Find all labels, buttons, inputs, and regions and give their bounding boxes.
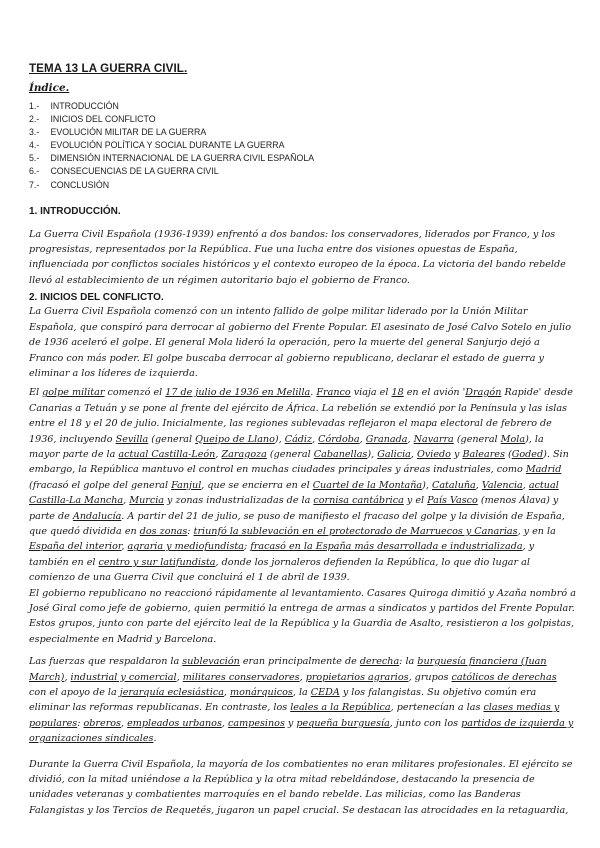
inicios-paragraph-2: El golpe militar comenzó el 17 de julio de 1936 en Melilla. Franco viaja el 18 en el avión 'Dragón Rapide' desde Canarias a Tetuán y se pone al frente del ejército de África. La rebelión se extendió por la Península y las islas entre el 18 y el 20 de julio. Inicialmente, las regiones sublevadas reflejaron el mapa electoral de febrero de 1936, incluyendo Sevilla (general Queipo de Llano), Cádiz, Córdoba, Granada, Navarra (general Mola), la mayor parte de la actual Castilla-León, Zaragoza (general Cabanellas), Galicia, Oviedo y Baleares (Goded). Sin embargo, la República mantuvo el control en muchas ciudades principales y áreas industriales, como Madrid (fracasó el golpe del general Fanjul, que se encierra en el Cuartel de la Montaña), Cataluña, Valencia, actual Castilla-La Mancha, Murcia y zonas industrializadas de la cornisa cantábrica y el País Vasco (menos Álava) y parte de Andalucía. A partir del 21 de julio, se puso de manifiesto el fracaso del golpe y la división de España, que quedó dividida en dos zonas: triunfó la sublevación en el protectorado de Marruecos y Canarias, y en la España del interior, agraria y mediofundista; fracasó en la España más desarrollada e industrializada, y también en el centro y sur latifundista, donde los jornaleros defienden la República, lo que dio lugar al comienzo de una Guerra Civil que concluirá el 1 de abril de 1939.: [29, 387, 573, 584]
intro-paragraph: La Guerra Civil Española (1936-1939) enfrentó a dos bandos: los conservadores, liderados por Franco, y los progresistas, representados por la República. Fue una lucha entre dos visiones opuestas de España, influenciada por conflictos sociales históricos y el contexto europeo de la época. La victoria del bando rebelde llevó al establecimiento de un régimen autoritario bajo el gobierno de Franco.: [29, 228, 566, 286]
underlined-term: Sevilla: [115, 433, 149, 445]
underlined-term: monárquicos: [230, 687, 293, 699]
underlined-term: derecha: [359, 656, 400, 668]
underlined-term: fracasó en la España más desarrollada e industrializada: [250, 541, 523, 553]
underlined-term: Valencia: [481, 479, 523, 491]
toc-item: 2.- INICIOS DEL CONFLICTO: [29, 114, 156, 125]
underlined-term: militares conservadores: [182, 671, 300, 683]
underlined-term: Navarra: [413, 433, 454, 445]
underlined-term: Goded: [511, 448, 544, 460]
underlined-term: Oviedo: [416, 448, 451, 460]
underlined-term: Murcia: [129, 495, 164, 507]
underlined-term: Cuartel de la Montaña: [312, 479, 423, 491]
underlined-term: agraria y mediofundista: [127, 541, 244, 553]
underlined-term: triunfó la sublevación en el protectorado de Marruecos y Canarias: [193, 525, 518, 537]
underlined-term: pequeña burguesía: [296, 717, 390, 729]
underlined-term: Franco: [316, 387, 351, 399]
underlined-term: Zaragoza: [221, 448, 267, 460]
underlined-term: Andalucía: [72, 510, 122, 522]
underlined-term: España del interior: [29, 541, 122, 553]
underlined-term: Fanjul: [171, 479, 202, 491]
underlined-term: Córdoba: [318, 433, 360, 445]
underlined-term: Cabanellas: [313, 448, 368, 460]
underlined-term: campesinos: [227, 717, 285, 729]
underlined-term: industrial y comercial: [70, 671, 177, 683]
underlined-term: partidos de izquierda y organizaciones sindicales: [29, 717, 574, 745]
underlined-term: Dragón: [465, 387, 502, 399]
underlined-term: católicos de derechas: [451, 671, 557, 683]
underlined-term: clases medias y populares: [29, 702, 560, 729]
underlined-term: País Vasco: [427, 495, 478, 507]
underlined-term: actual Castilla-La Mancha: [29, 479, 559, 507]
underlined-term: Cádiz: [284, 433, 313, 445]
toc-item: 1.- INTRODUCCIÓN: [29, 101, 119, 111]
document-page: [29, 62, 576, 818]
underlined-term: CEDA: [310, 687, 340, 699]
table-of-contents: [29, 100, 576, 192]
toc-item: 3.- EVOLUCIÓN MILITAR DE LA GUERRA: [29, 127, 207, 138]
underlined-term: cornisa cantábrica: [313, 495, 404, 507]
section-heading-introduccion: 1. INTRODUCCIÓN.: [29, 205, 121, 217]
toc-item: 4.- EVOLUCIÓN POLÍTICA Y SOCIAL DURANTE LA GUERRA: [29, 140, 285, 151]
document-title: TEMA 13 LA GUERRA CIVIL.: [29, 62, 188, 75]
inicios-paragraph-4: Las fuerzas que respaldaron la sublevación eran principalmente de derecha: la burguesía financiera (Juan March), industrial y comercial, militares conservadores, propietarios agrarios, grupos católicos de derechas con el apoyo de la jerarquía eclesiástica, monárquicos, la CEDA y los falangistas. Su objetivo común era eliminar las reformas republicanas. En contraste, los leales a la República, pertenecían a las clases medias y populares: obreros, empleados urbanos, campesinos y pequeña burguesía, junto con los partidos de izquierda y organizaciones sindicales.: [29, 656, 574, 745]
underlined-term: Granada: [365, 433, 408, 445]
underlined-term: jerarquía eclesiástica: [119, 687, 224, 699]
underlined-term: centro y sur latifundista: [98, 556, 216, 568]
toc-item: 6.- CONSECUENCIAS DE LA GUERRA CIVIL: [29, 166, 219, 177]
underlined-term: empleados urbanos: [127, 717, 222, 729]
inicios-paragraph-1: La Guerra Civil Española comenzó con un intento fallido de golpe militar liderado por la Unión Militar Española, que conspiró para derrocar al gobierno del Frente Popular. El asesinato de José Calvo Sotelo en julio de 1936 aceleró el golpe. El general Mola lideró la operación, pero la muerte del general Sanjurjo dejó a Franco con más poder. El golpe buscaba derrocar al gobierno republicano, declarar el estado de guerra y eliminar a los líderes de izquierda.: [29, 306, 571, 379]
underlined-term: obreros: [83, 717, 121, 729]
underlined-term: Galicia: [377, 448, 411, 460]
underlined-term: 18: [391, 387, 404, 399]
toc-item: 7.- CONCLUSIÓN: [29, 179, 110, 190]
underlined-term: Queipo de Llano: [195, 433, 275, 445]
inicios-paragraph-5: Durante la Guerra Civil Española, la mayoría de los combatientes no eran militares profesionales. El ejército se dividió, con la mitad uniéndose a la República y la otra mitad rebeldándose, destacando la presencia de unidades veteranas y combatientes marroquíes en el bando rebelde. Las milicias, como las Banderas Falangistas y los Tercios de Requetés, jugaron un papel crucial. Se destacan las atrocidades en la retaguardia,: [29, 758, 573, 816]
index-heading: Índice.: [29, 82, 70, 94]
underlined-term: sublevación: [182, 656, 240, 668]
underlined-term: Baleares: [462, 448, 505, 460]
underlined-term: burguesía financiera (Juan March): [29, 656, 547, 683]
toc-item: 5.- DIMENSIÓN INTERNACIONAL DE LA GUERRA CIVIL ESPAÑOLA: [29, 153, 315, 164]
underlined-term: leales a la República: [290, 702, 391, 714]
underlined-term: propietarios agrarios: [305, 671, 409, 683]
underlined-term: dos zonas: [139, 525, 188, 537]
section-heading-inicios: 2. INICIOS DEL CONFLICTO.: [29, 292, 164, 304]
underlined-term: actual Castilla-León: [118, 448, 216, 460]
underlined-term: Madrid: [525, 464, 562, 476]
underlined-term: 17 de julio de 1936 en Melilla: [165, 387, 311, 399]
underlined-term: Mola: [500, 433, 526, 445]
underlined-term: Cataluña: [431, 479, 476, 491]
inicios-paragraph-3: El gobierno republicano no reaccionó rápidamente al levantamiento. Casares Quiroga dimitió y Azaña nombró a José Giral como jefe de gobierno, quien permitió la entrega de armas a sindicatos y partidos del Frente Popular. Estos grupos, junto con parte del ejército leal de la República y la Guardia de Asalto, resistieron a los golpistas, especialmente en Madrid y Barcelona.: [29, 587, 576, 645]
underlined-term: golpe militar: [42, 387, 105, 399]
